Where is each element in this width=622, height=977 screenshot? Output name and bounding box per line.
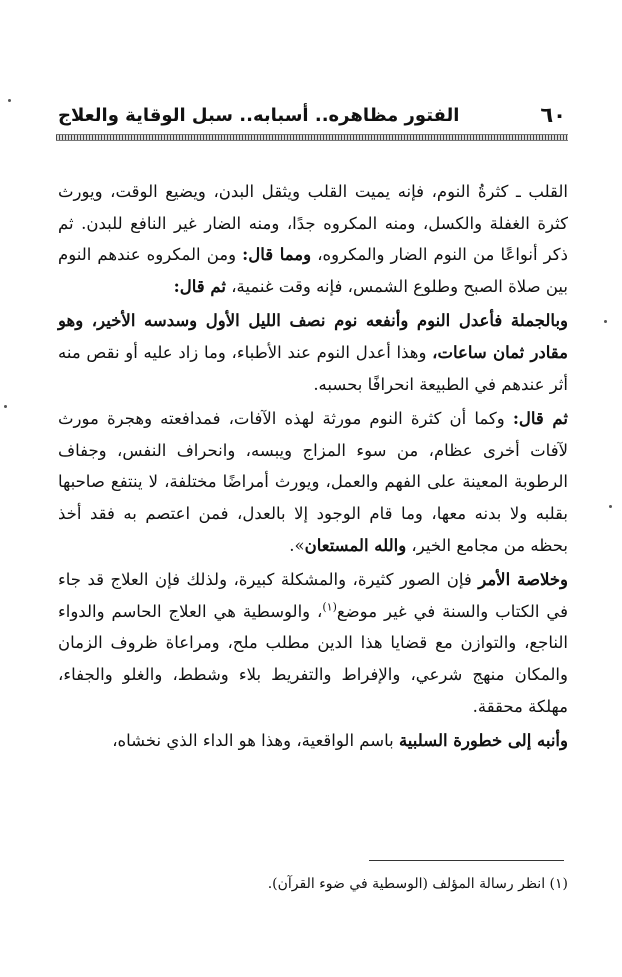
page-header <box>58 100 566 130</box>
bold-run: ثم قال: <box>173 276 226 296</box>
paragraph-1 <box>58 176 568 302</box>
running-title: الفتور مظاهره.. أسبابه.. سبل الوقاية والعلاج <box>58 104 460 126</box>
text-run: ومن المكروه عندهم النوم بين صلاة الصبح وطلوع الشمس، فإنه وقت غنمية، <box>58 245 568 296</box>
scan-speck <box>4 405 7 408</box>
page-number: ٦٠ <box>540 103 566 127</box>
text-run: وهذا أعدل النوم عند الأطباء، وما زاد عليه أو نقص منه أثر عندهم في الطبيعة انحرافًا بحسبه. <box>58 342 568 394</box>
header-rule <box>56 134 568 141</box>
body-text <box>58 176 568 757</box>
text-run: ». <box>289 535 305 555</box>
paragraph-2 <box>58 305 568 400</box>
scan-speck <box>609 505 612 508</box>
paragraph-3 <box>58 403 568 561</box>
bold-run: وأنبه إلى خطورة السلبية <box>398 731 568 751</box>
footnote-reference[interactable]: (١) <box>322 600 337 614</box>
text-run: فإن الصور كثيرة، والمشكلة كبيرة، ولذلك فإن العلاج قد جاء في الكتاب والسنة في غير موضع <box>58 570 569 621</box>
bold-run: والله المستعان <box>304 535 407 555</box>
bold-run: ثم قال: <box>512 409 568 429</box>
text-run: وكما أن كثرة النوم مورثة لهذه الآفات، فمدافعته وهجرة مورث لآفات أخرى عظام، من سوء المزاج ويبسه، وانحراف النفس، وجفاف الرطوبة المعينة على الفهم والعمل، ويورث أمراضًا مختلفة، لا ينتفع صاحبها بقلبه ولا بدنه معها، وما قام الوجود إلا بالعدل، فمن اعتصم به فقد أخذ بحظه من مجامع الخير، <box>58 409 568 555</box>
text-run: باسم الواقعية، وهذا هو الداء الذي نخشاه، <box>112 731 399 751</box>
paragraph-5 <box>58 725 568 757</box>
bold-run: ومما قال: <box>242 245 312 265</box>
text-run: القلب ـ كثرةُ النوم، فإنه يميت القلب ويثقل البدن، ويضيع الوقت، ويورث كثرة الغفلة والكسل، ومنه المكروه جدًا، ومنه الضار غير النافع للبدن. ثم ذكر أنواعًا من النوم الضار والمكروه، <box>58 182 568 265</box>
footnote: (١) انظر رسالة المؤلف (الوسطية في ضوء القرآن). <box>267 876 568 892</box>
paragraph-4 <box>58 564 568 722</box>
scan-speck <box>8 99 11 102</box>
bold-run: وبالجملة فأعدل النوم وأنفعه نوم نصف الليل الأول وسدسه الأخير، وهو مقادر ثمان ساعات، <box>58 311 568 362</box>
footnote-separator <box>369 860 564 861</box>
text-run: ، والوسطية هي العلاج الحاسم والدواء الناجع، والتوازن مع قضايا هذا الدين مطلب ملح، ومراعاة ظروف الزمان والمكان منهج شرعي، والإفراط والتفريط بلاء وشطط، والغلو والجفاء، مهلكة محققة. <box>58 601 568 716</box>
scan-speck <box>604 320 607 323</box>
bold-run: وخلاصة الأمر <box>478 570 568 590</box>
